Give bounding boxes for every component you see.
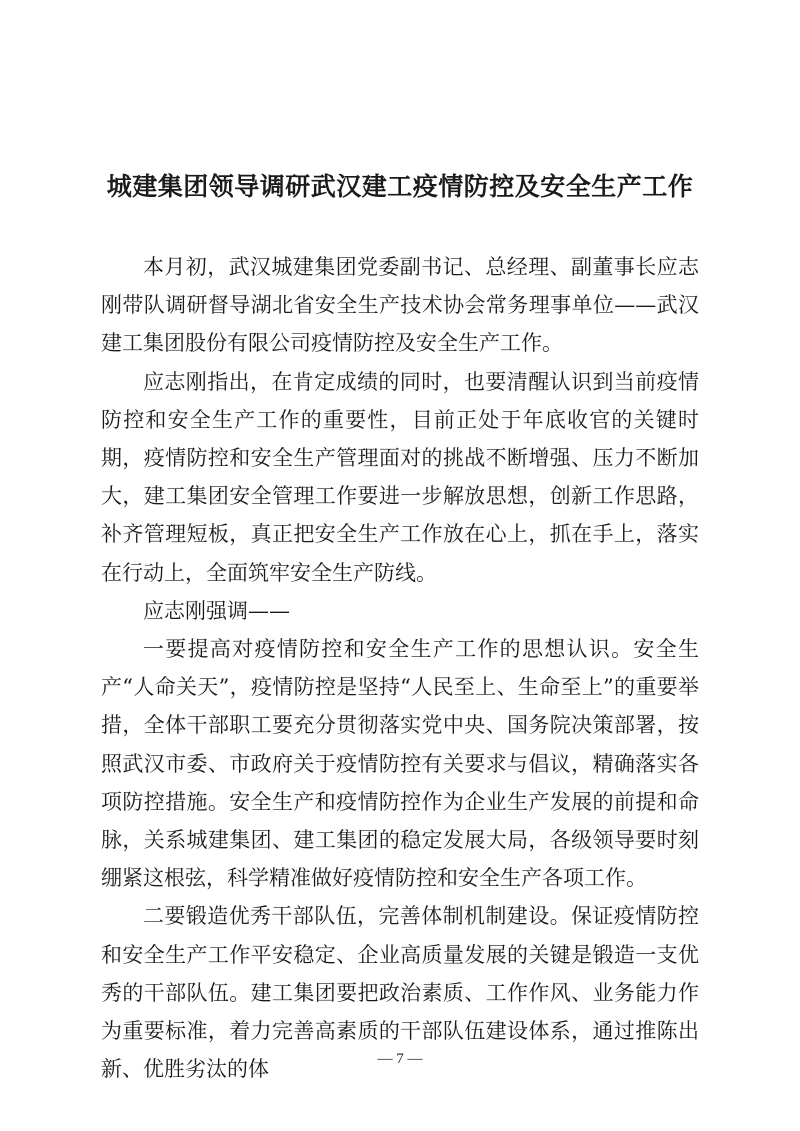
article-title: 城建集团领导调研武汉建工疫情防控及安全生产工作 <box>106 172 694 201</box>
article-body <box>101 248 699 1088</box>
paragraph-point-one: 一要提高对疫情防控和安全生产工作的思想认识。安全生产“人命关天”，疫情防控是坚持“人民至上、生命至上”的重要举措，全体干部职工要充分贯彻落实党中央、国务院决策部署，按照武汉市委、市政府关于疫情防控有关要求与倡议，精确落实各项防控措施。安全生产和疫情防控作为企业生产发展的前提和命脉，关系城建集团、建工集团的稳定发展大局，各级领导要时刻绷紧这根弦，科学精准做好疫情防控和安全生产各项工作。 <box>101 637 699 891</box>
paragraph-emphasis-lead: 应志刚强调—— <box>143 598 290 623</box>
page-number: — 7 — <box>377 1051 423 1067</box>
paragraph-remarks: 应志刚指出，在肯定成绩的同时，也要清醒认识到当前疫情防控和安全生产工作的重要性，目前正处于年底收官的关键时期，疫情防控和安全生产管理面对的挑战不断增强、压力不断加大，建工集团安全管理工作要进一步解放思想，创新工作思路，补齐管理短板，真正把安全生产工作放在心上，抓在手上，落实在行动上，全面筑牢安全生产防线。 <box>101 369 699 585</box>
paragraph-intro: 本月初，武汉城建集团党委副书记、总经理、副董事长应志刚带队调研督导湖北省安全生产技术协会常务理事单位——武汉建工集团股份有限公司疫情防控及安全生产工作。 <box>101 255 699 356</box>
paragraph-point-two: 二要锻造优秀干部队伍，完善体制机制建设。保证疫情防控和安全生产工作平安稳定、企业高质量发展的关键是锻造一支优秀的干部队伍。建工集团要把政治素质、工作作风、业务能力作为重要标准，着力完善高素质的干部队伍建设体系，通过推陈出新、优胜劣汰的体 <box>101 904 699 1082</box>
